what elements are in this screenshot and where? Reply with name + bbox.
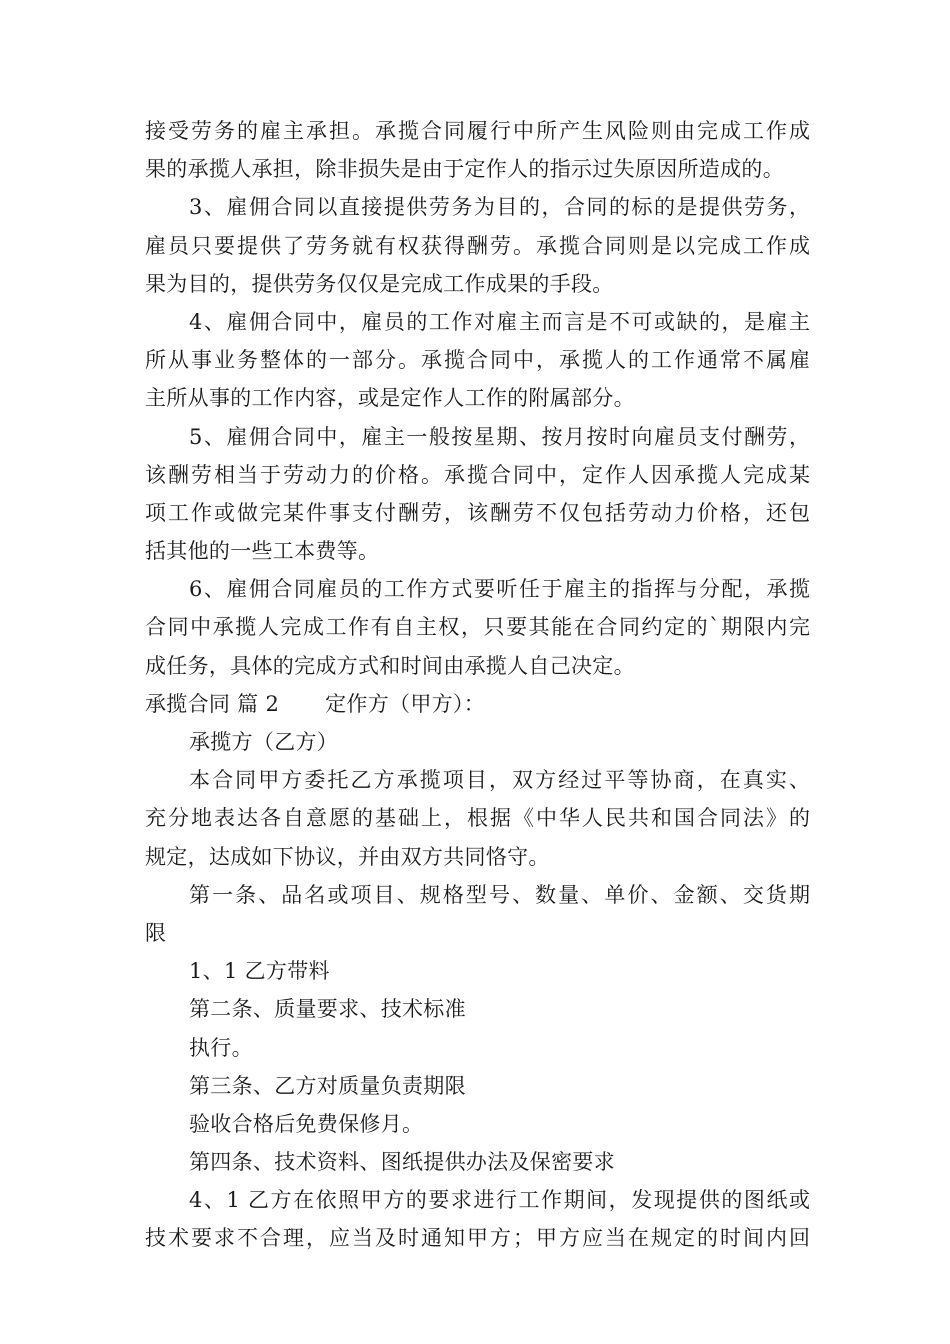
paragraph-line: 合同中承揽人完成工作有自主权，只要其能在合同约定的`期限内完 xyxy=(145,615,810,640)
clause-line: 执行。 xyxy=(189,1035,253,1060)
article-heading: 第三条、乙方对质量负责期限 xyxy=(189,1073,466,1098)
party-a-label: 定作方（甲方）： xyxy=(325,691,486,716)
paragraph-line: 技术要求不合理，应当及时通知甲方；甲方应当在规定的时间内回 xyxy=(145,1226,810,1251)
section-title: 承揽合同 篇 2 xyxy=(145,691,280,716)
paragraph-line: 所从事业务整体的一部分。承揽合同中，承揽人的工作通常不属雇 xyxy=(145,348,810,373)
paragraph-line: 3、雇佣合同以直接提供劳务为目的，合同的标的是提供劳务， xyxy=(189,195,810,220)
paragraph-line: 该酬劳相当于劳动力的价格。承揽合同中，定作人因承揽人完成某 xyxy=(145,462,810,487)
paragraph-line: 充分地表达各自意愿的基础上，根据《中华人民共和国合同法》的 xyxy=(145,806,810,831)
paragraph-line: 限 xyxy=(145,920,167,945)
paragraph-line: 括其他的一些工本费等。 xyxy=(145,539,380,564)
paragraph-line: 主所从事的工作内容，或是定作人工作的附属部分。 xyxy=(145,386,635,411)
clause-line: 1、1 乙方带料 xyxy=(189,959,330,984)
clause-line: 4、1 乙方在依照甲方的要求进行工作期间，发现提供的图纸或 xyxy=(189,1188,810,1213)
section-heading xyxy=(145,685,810,723)
paragraph-line: 果为目的，提供劳务仅仅是完成工作成果的手段。 xyxy=(145,271,614,296)
paragraph-line: 4、雇佣合同中，雇员的工作对雇主而言是不可或缺的，是雇主 xyxy=(189,309,810,334)
party-b-label: 承揽方（乙方） xyxy=(189,730,339,754)
paragraph-line: 本合同甲方委托乙方承揽项目，双方经过平等协商，在真实、 xyxy=(189,768,810,793)
paragraph-line: 果的承揽人承担，除非损失是由于定作人的指示过失原因所造成的。 xyxy=(145,157,784,182)
paragraph-line: 接受劳务的雇主承担。承揽合同履行中所产生风险则由完成工作成 xyxy=(145,119,810,143)
paragraph-line: 规定，达成如下协议，并由双方共同恪守。 xyxy=(145,844,550,869)
article-heading: 第一条、品名或项目、规格型号、数量、单价、金额、交货期 xyxy=(189,882,810,907)
paragraph-line: 成任务，具体的完成方式和时间由承揽人自己决定。 xyxy=(145,653,635,678)
document-page xyxy=(145,112,810,1258)
paragraph-line: 6、雇佣合同雇员的工作方式要听任于雇主的指挥与分配，承揽 xyxy=(189,577,810,602)
paragraph-line: 雇员只要提供了劳务就有权获得酬劳。承揽合同则是以完成工作成 xyxy=(145,233,810,258)
paragraph-line: 5、雇佣合同中，雇主一般按星期、按月按时向雇员支付酬劳， xyxy=(189,424,810,449)
clause-line: 验收合格后免费保修月。 xyxy=(189,1111,424,1136)
article-heading: 第四条、技术资料、图纸提供办法及保密要求 xyxy=(189,1150,615,1175)
paragraph-line: 项工作或做完某件事支付酬劳，该酬劳不仅包括劳动力价格，还包 xyxy=(145,500,810,525)
article-heading: 第二条、质量要求、技术标准 xyxy=(189,997,466,1022)
